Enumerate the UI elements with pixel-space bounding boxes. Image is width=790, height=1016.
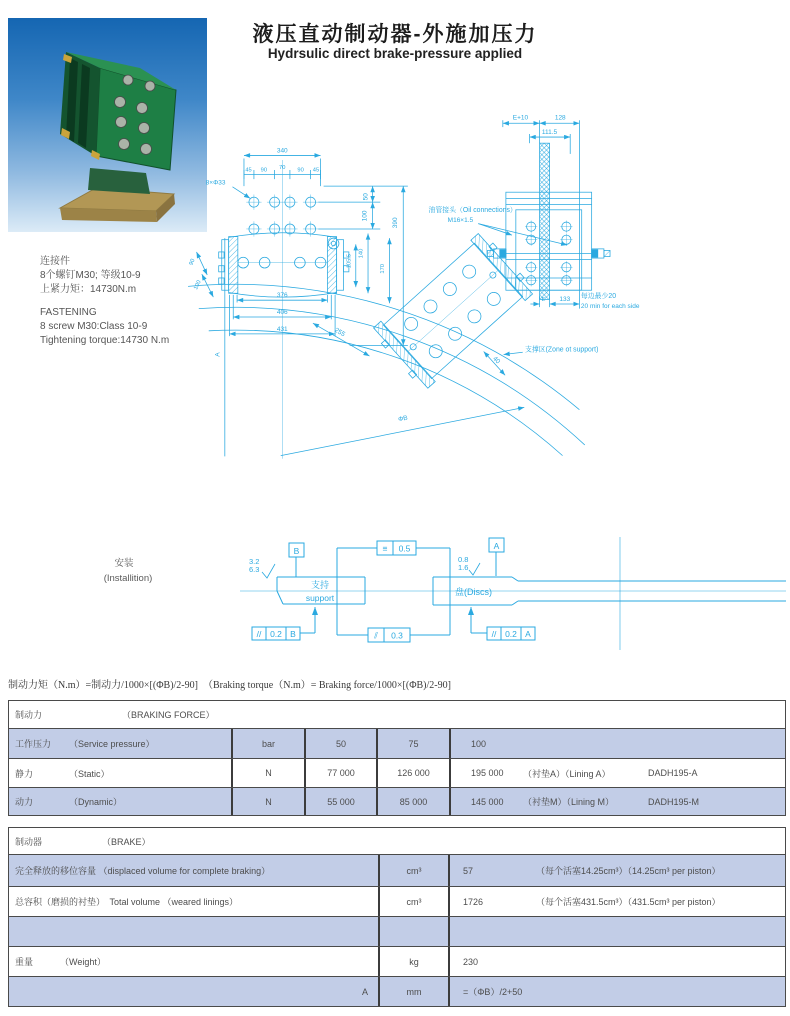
hole-callout: 8×Φ33 (205, 179, 226, 187)
model-code: DADH195-A (648, 768, 698, 778)
row-label-zh: 重量 (15, 957, 34, 967)
fastening-en-2: 8 screw M30:Class 10-9 (40, 321, 148, 332)
table-row (9, 758, 785, 787)
dim-431: 431 (276, 325, 288, 333)
dim-111-5: 111.5 (541, 128, 558, 136)
table2-title-zh: 制动器 (15, 836, 43, 847)
per-piston-note: （每个活塞14.25cm³）（14.25cm³ per piston） (536, 866, 721, 876)
row-label: 总容积（磨损的衬垫） Total volume （weared linings） (15, 897, 239, 907)
product-photo (8, 18, 207, 232)
braking-force-table (8, 700, 786, 816)
dim-arc-100: 100 (193, 279, 203, 291)
fastening-zh-1: 连接件 (40, 256, 70, 267)
table-row (9, 701, 785, 728)
datum-a-label: A (493, 541, 500, 551)
row-label-zh: 静力 (15, 768, 34, 779)
oil-connections-label: 油管接头（Oil connections） (428, 207, 517, 215)
value-75bar: 75 (376, 729, 449, 758)
unit-cell: cm³ (378, 855, 448, 886)
dim-100: 100 (361, 210, 369, 222)
fastening-note (40, 255, 169, 348)
dim-170: 170 (380, 263, 387, 274)
tol-incline-value: 0.3 (391, 630, 403, 641)
installation-drawing (95, 533, 790, 658)
row-label-zh: 工作压力 (15, 739, 52, 749)
value-100bar: 100 (471, 738, 487, 749)
row-label-en: （Service pressure） (69, 739, 155, 749)
value-cell: 57 (463, 865, 474, 876)
value-100bar: 195 000 (471, 768, 504, 778)
value-75bar: 85 000 (376, 788, 449, 815)
table-row (9, 854, 785, 886)
tol-parallel-a-ref: A (525, 629, 531, 639)
row-label: 完全释放的移位容量 （displaced volume for complete braking） (15, 866, 271, 876)
technical-drawing (185, 55, 790, 540)
min-clearance-zh: 每边最少20 (580, 292, 617, 300)
dim-376: 376 (276, 292, 288, 300)
page-subtitle: Hydrsulic direct brake-pressure applied (267, 46, 523, 61)
dim-45-right: 45 (312, 167, 320, 174)
dim-phi-b: ΦB (397, 414, 409, 424)
tol-parallel-b-ref: B (290, 629, 296, 639)
dim-50: 50 (362, 193, 370, 201)
installation-caption-zh: 安装 (114, 558, 134, 569)
dim-133: 133 (559, 295, 571, 303)
dim-90-left: 90 (260, 167, 268, 174)
support-zone-label: 支撑区(Zone ot support) (525, 346, 599, 354)
table-row (9, 828, 785, 854)
row-label: A (361, 986, 368, 997)
dim-390: 390 (392, 217, 400, 229)
unit-cell: bar (231, 729, 304, 758)
min-clearance-en: 20 min for each side (580, 302, 640, 310)
model-code: DADH195-M (648, 796, 700, 807)
dim-406: 406 (276, 308, 288, 316)
installation-caption-en: (Installition) (103, 573, 153, 584)
row-label-en: （Dynamic） (69, 797, 123, 807)
finish-1-6: 1.6 (458, 563, 469, 572)
row-label (9, 917, 378, 946)
table-row (9, 976, 785, 1006)
tol-flat-value: 0.5 (398, 543, 411, 554)
brake-photo-illustration (8, 18, 207, 232)
fastening-zh-3: 上紧力矩：14730N.m (40, 284, 137, 295)
dim-140: 140 (358, 248, 365, 259)
value-cell: 230 (463, 956, 479, 967)
table-row (9, 728, 785, 758)
unit-cell (378, 917, 448, 946)
brake-spec-table (8, 827, 786, 1007)
value-50bar: 55 000 (304, 788, 376, 815)
value-cell: =（ΦB）/2+50 (463, 987, 523, 997)
tol-parallel-a-symbol: // (491, 629, 497, 639)
unit-cell: N (231, 788, 304, 815)
unit-cell: N (231, 759, 304, 787)
unit-cell: kg (378, 947, 448, 976)
table1-title-en: （BRAKING FORCE） (122, 710, 215, 720)
table1-title (9, 701, 231, 728)
braking-torque-formula: 制动力矩（N.m）=制动力/1000×[(ΦB)/2-90] （Braking torque（N.m）= Braking force/1000×[(ΦB)/2-90] (8, 680, 451, 691)
dim-e10: E+10 (512, 114, 529, 122)
dim-a: A (214, 352, 222, 357)
value-cell: 1726 (463, 896, 484, 907)
caliper-top-view (370, 231, 536, 392)
value-75bar: 126 000 (376, 759, 449, 787)
row-label-en: （Static） (69, 768, 110, 779)
dim-arc-90: 90 (188, 258, 197, 267)
finish-3-2: 3.2 (249, 557, 260, 566)
table-row (9, 787, 785, 815)
table2-title-en: （BRAKE） (102, 836, 151, 847)
tol-incline-symbol: ⫽ (374, 630, 378, 641)
support-label-zh: 支持 (310, 580, 330, 590)
dim-e: E (541, 296, 546, 303)
dim-128: 128 (554, 114, 566, 122)
support-label-en: support (305, 593, 335, 603)
tol-parallel-b-symbol: // (256, 629, 262, 639)
row-label-zh: 动力 (15, 797, 34, 807)
dim-105-5: 105.5 (346, 253, 353, 269)
fastening-en-1: FASTENING (40, 307, 97, 318)
table-row (9, 946, 785, 976)
tol-parallel-a-value: 0.2 (505, 629, 517, 639)
table-row (9, 886, 785, 916)
dim-255: 255 (333, 326, 347, 339)
lining-note: （衬垫A）（Lining A） (523, 768, 611, 779)
table-row (9, 916, 785, 946)
dim-45-left: 45 (245, 167, 252, 174)
oil-thread-label: M16×1.5 (447, 217, 474, 225)
disc-arcs (188, 284, 585, 455)
dim-70: 70 (279, 165, 286, 172)
unit-cell: cm³ (378, 887, 448, 916)
side-view (478, 120, 610, 308)
dim-40: 40 (491, 355, 502, 366)
per-piston-note: （每个活塞431.5cm³）（431.5cm³ per piston） (536, 897, 721, 907)
dim-90-right: 90 (297, 167, 304, 174)
tol-parallel-b-value: 0.2 (270, 629, 282, 639)
fastening-zh-2: 8个螺钉M30; 等级10-9 (40, 270, 141, 281)
lining-note: （衬垫M）（Lining M） (523, 797, 615, 807)
finish-0-8: 0.8 (458, 555, 469, 564)
value-100bar: 145 000 (471, 796, 504, 807)
page-title: 液压直动制动器-外施加压力 (252, 23, 538, 46)
unit-cell: mm (378, 977, 448, 1006)
row-label-en: （Weight） (60, 957, 106, 967)
table1-title-zh: 制动力 (15, 710, 43, 720)
datum-b-label: B (293, 546, 300, 556)
fastening-en-3: Tightening torque:14730 N.m (40, 335, 170, 346)
finish-6-3: 6.3 (249, 565, 260, 574)
tol-flat-symbol: ≡ (382, 543, 388, 554)
discs-label: 盘(Discs) (455, 587, 492, 597)
dim-340: 340 (276, 147, 288, 155)
value-50bar: 50 (304, 729, 376, 758)
value-50bar: 77 000 (304, 759, 376, 787)
